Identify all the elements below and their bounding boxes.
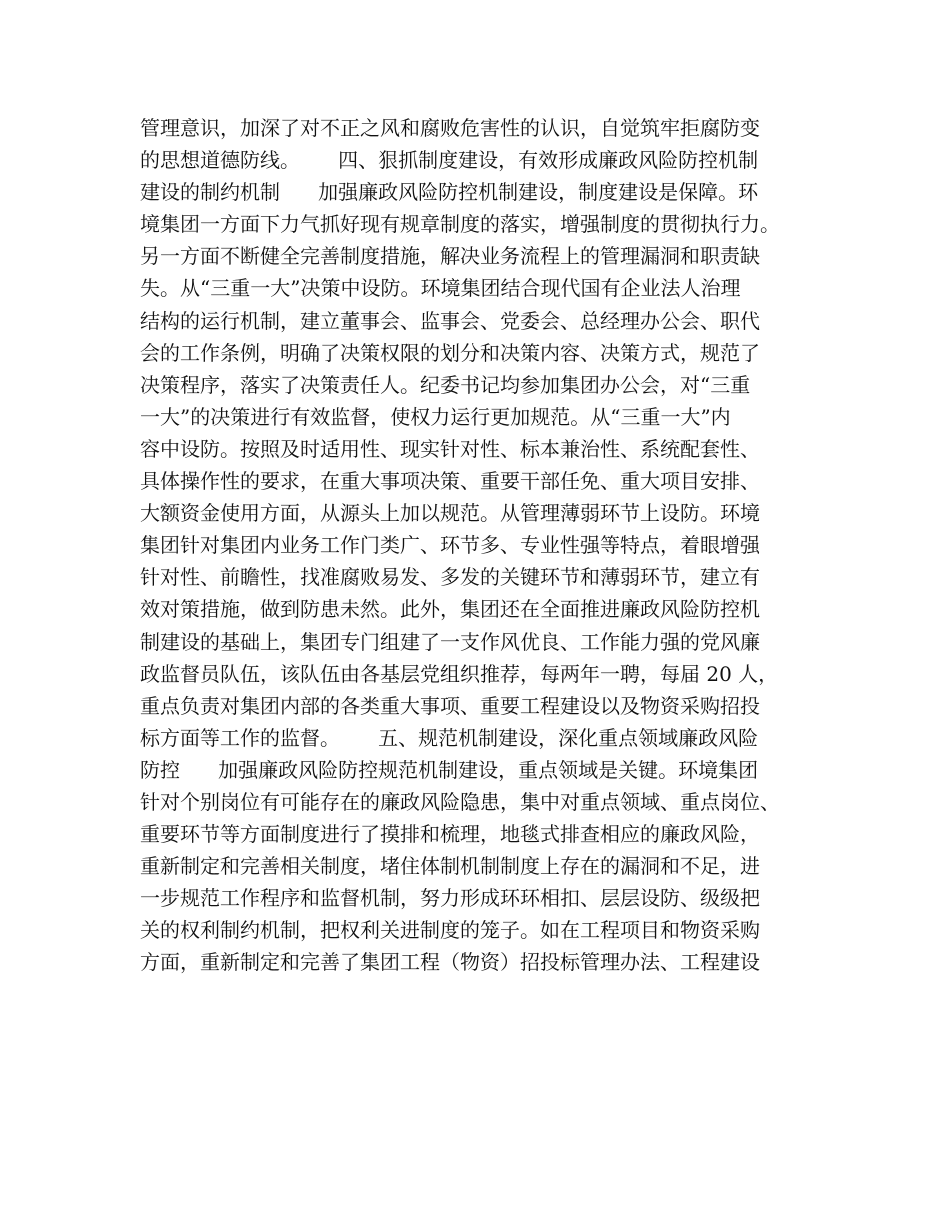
text-line: 大额资金使用方面，从源头上加以规范。从管理薄弱环节上设防。环境 bbox=[140, 501, 760, 526]
text-line: 会的工作条例，明确了决策权限的划分和决策内容、决策方式，规范了 bbox=[140, 340, 760, 365]
text-line: 重新制定和完善相关制度，堵住体制机制制度上存在的漏洞和不足，进 bbox=[140, 854, 760, 879]
text-line: 容中设防。按照及时适用性、现实针对性、标本兼治性、系统配套性、 bbox=[140, 436, 760, 461]
text-line: 管理意识，加深了对不正之风和腐败危害性的认识，自觉筑牢拒腐防变 bbox=[140, 116, 760, 140]
text-line: 针对性、前瞻性，找准腐败易发、多发的关键环节和薄弱环节，建立有 bbox=[140, 565, 760, 590]
text-line: 政监督员队伍，该队伍由各基层党组织推荐，每两年一聘，每届 20 人， bbox=[140, 661, 779, 686]
text-line: 的思想道德防线。 四、狠抓制度建设，有效形成廉政风险防控机制 bbox=[140, 148, 759, 173]
text-line: 建设的制约机制 加强廉政风险防控机制建设，制度建设是保障。环 bbox=[140, 180, 759, 205]
text-line: 重点负责对集团内部的各类重大事项、重要工程建设以及物资采购招投 bbox=[140, 693, 760, 718]
text-line: 集团针对集团内业务工作门类广、环节多、专业性强等特点，着眼增强 bbox=[140, 533, 760, 558]
text-line: 效对策措施，做到防患未然。此外，集团还在全面推进廉政风险防控机 bbox=[140, 597, 760, 622]
text-line: 关的权利制约机制，把权利关进制度的笼子。如在工程项目和物资采购 bbox=[140, 918, 760, 943]
text-line: 针对个别岗位有可能存在的廉政风险隐患，集中对重点领域、重点岗位、 bbox=[140, 789, 780, 814]
text-line: 结构的运行机制，建立董事会、监事会、党委会、总经理办公会、职代 bbox=[140, 308, 760, 333]
text-line: 境集团一方面下力气抓好现有规章制度的落实，增强制度的贯彻执行力。 bbox=[140, 212, 780, 237]
text-line: 失。从“三重一大”决策中设防。环境集团结合现代国有企业法人治理 bbox=[140, 276, 741, 301]
text-line: 标方面等工作的监督。 五、规范机制建设，深化重点领域廉政风险 bbox=[140, 725, 759, 750]
text-line: 重要环节等方面制度进行了摸排和梳理，地毯式排查相应的廉政风险， bbox=[140, 822, 760, 847]
text-line: 制建设的基础上，集团专门组建了一支作风优良、工作能力强的党风廉 bbox=[140, 629, 760, 654]
text-line: 一步规范工作程序和监督机制，努力形成环环相扣、层层设防、级级把 bbox=[140, 886, 760, 911]
document-body bbox=[140, 112, 820, 979]
text-line: 另一方面不断健全完善制度措施，解决业务流程上的管理漏洞和职责缺 bbox=[140, 244, 760, 269]
text-line: 具体操作性的要求，在重大事项决策、重要干部任免、重大项目安排、 bbox=[140, 469, 760, 494]
text-line: 一大”的决策进行有效监督，使权力运行更加规范。从“三重一大”内 bbox=[140, 404, 731, 429]
text-line: 决策程序，落实了决策责任人。纪委书记均参加集团办公会，对“三重 bbox=[140, 372, 751, 397]
text-line: 方面，重新制定和完善了集团工程（物资）招投标管理办法、工程建设 bbox=[140, 950, 760, 975]
text-line: 防控 加强廉政风险防控规范机制建设，重点领域是关键。环境集团 bbox=[140, 757, 759, 782]
